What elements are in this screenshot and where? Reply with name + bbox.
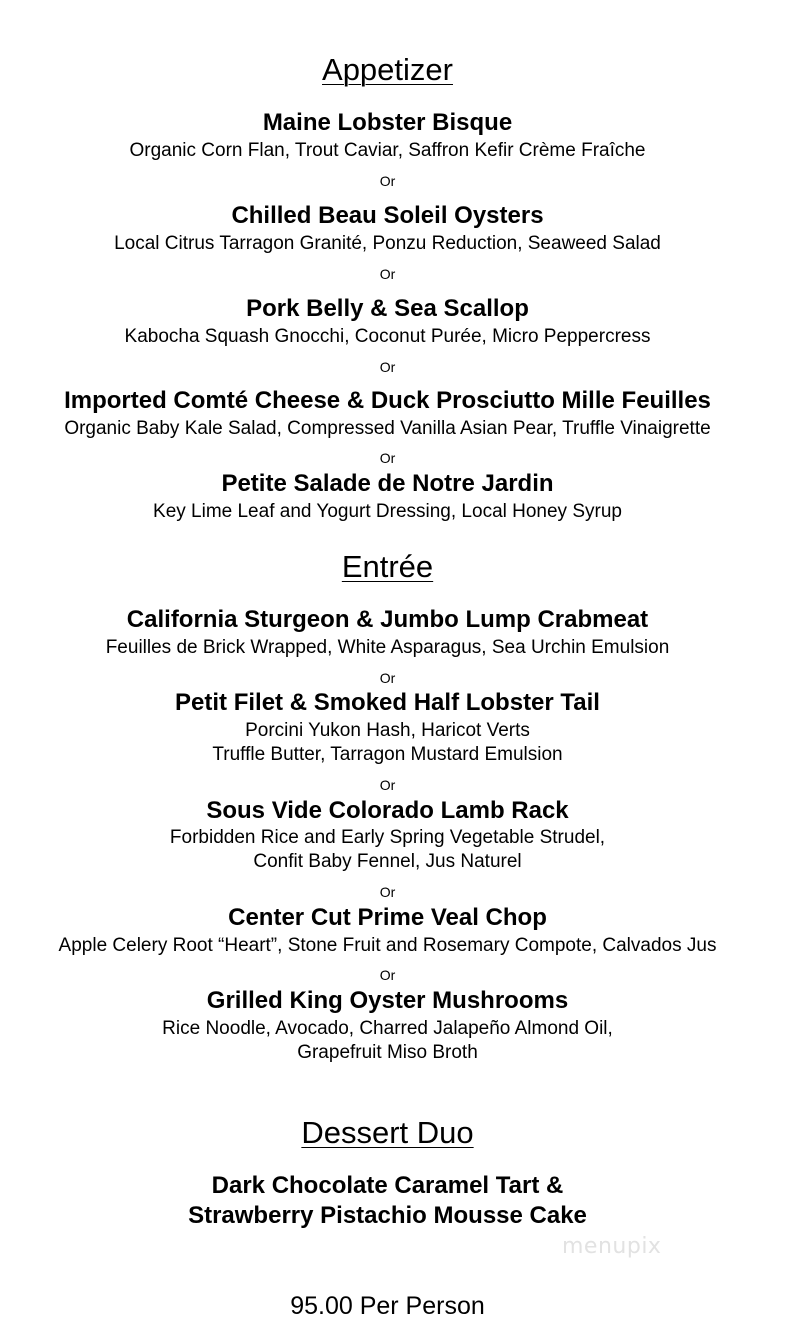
or-separator: Or xyxy=(379,173,396,189)
dish-name: Pork Belly & Sea Scallop xyxy=(246,295,529,322)
or-separator: Or xyxy=(379,670,396,686)
dish-name: Center Cut Prime Veal Chop xyxy=(228,904,547,931)
or-separator: Or xyxy=(379,450,396,466)
dish-description: Organic Corn Flan, Trout Caviar, Saffron Kefir Crème Fraîche xyxy=(129,140,646,161)
dish-description: Rice Noodle, Avocado, Charred Jalapeño Almond Oil, xyxy=(162,1018,613,1039)
price-text: 95.00 Per Person xyxy=(290,1292,485,1320)
dish-name: Petite Salade de Notre Jardin xyxy=(221,470,554,497)
dish-name: Petit Filet & Smoked Half Lobster Tail xyxy=(175,689,600,716)
entree-heading: Entrée xyxy=(341,549,434,584)
or-separator: Or xyxy=(379,884,396,900)
dish-name: Grilled King Oyster Mushrooms xyxy=(206,987,569,1014)
dish-name: California Sturgeon & Jumbo Lump Crabmeat xyxy=(126,606,649,633)
or-separator: Or xyxy=(379,777,396,793)
dish-description: Confit Baby Fennel, Jus Naturel xyxy=(253,851,522,872)
dish-description: Organic Baby Kale Salad, Compressed Vanilla Asian Pear, Truffle Vinaigrette xyxy=(64,418,711,439)
dish-name: Maine Lobster Bisque xyxy=(262,109,513,136)
dessert-name: Dark Chocolate Caramel Tart & xyxy=(211,1172,564,1199)
dish-description: Feuilles de Brick Wrapped, White Asparagus, Sea Urchin Emulsion xyxy=(105,637,670,658)
dish-description: Kabocha Squash Gnocchi, Coconut Purée, Micro Peppercress xyxy=(124,326,651,347)
watermark-logo: menupix xyxy=(562,1234,662,1259)
dish-name: Chilled Beau Soleil Oysters xyxy=(231,202,544,229)
dish-description: Local Citrus Tarragon Granité, Ponzu Reduction, Seaweed Salad xyxy=(114,233,661,254)
or-separator: Or xyxy=(379,967,396,983)
dish-description: Key Lime Leaf and Yogurt Dressing, Local Honey Syrup xyxy=(153,501,622,522)
or-separator: Or xyxy=(379,359,396,375)
or-separator: Or xyxy=(379,266,396,282)
dish-name: Sous Vide Colorado Lamb Rack xyxy=(206,797,569,824)
dish-description: Truffle Butter, Tarragon Mustard Emulsion xyxy=(212,744,563,765)
dessert-heading: Dessert Duo xyxy=(301,1115,474,1150)
dessert-name: Strawberry Pistachio Mousse Cake xyxy=(188,1202,587,1229)
dish-description: Forbidden Rice and Early Spring Vegetable Strudel, xyxy=(169,827,606,848)
dish-name: Imported Comté Cheese & Duck Prosciutto Mille Feuilles xyxy=(64,387,711,414)
appetizer-heading: Appetizer xyxy=(322,52,453,87)
dish-description: Grapefruit Miso Broth xyxy=(297,1042,478,1063)
dish-description: Apple Celery Root “Heart”, Stone Fruit and Rosemary Compote, Calvados Jus xyxy=(58,935,717,956)
dish-description: Porcini Yukon Hash, Haricot Verts xyxy=(245,720,530,741)
